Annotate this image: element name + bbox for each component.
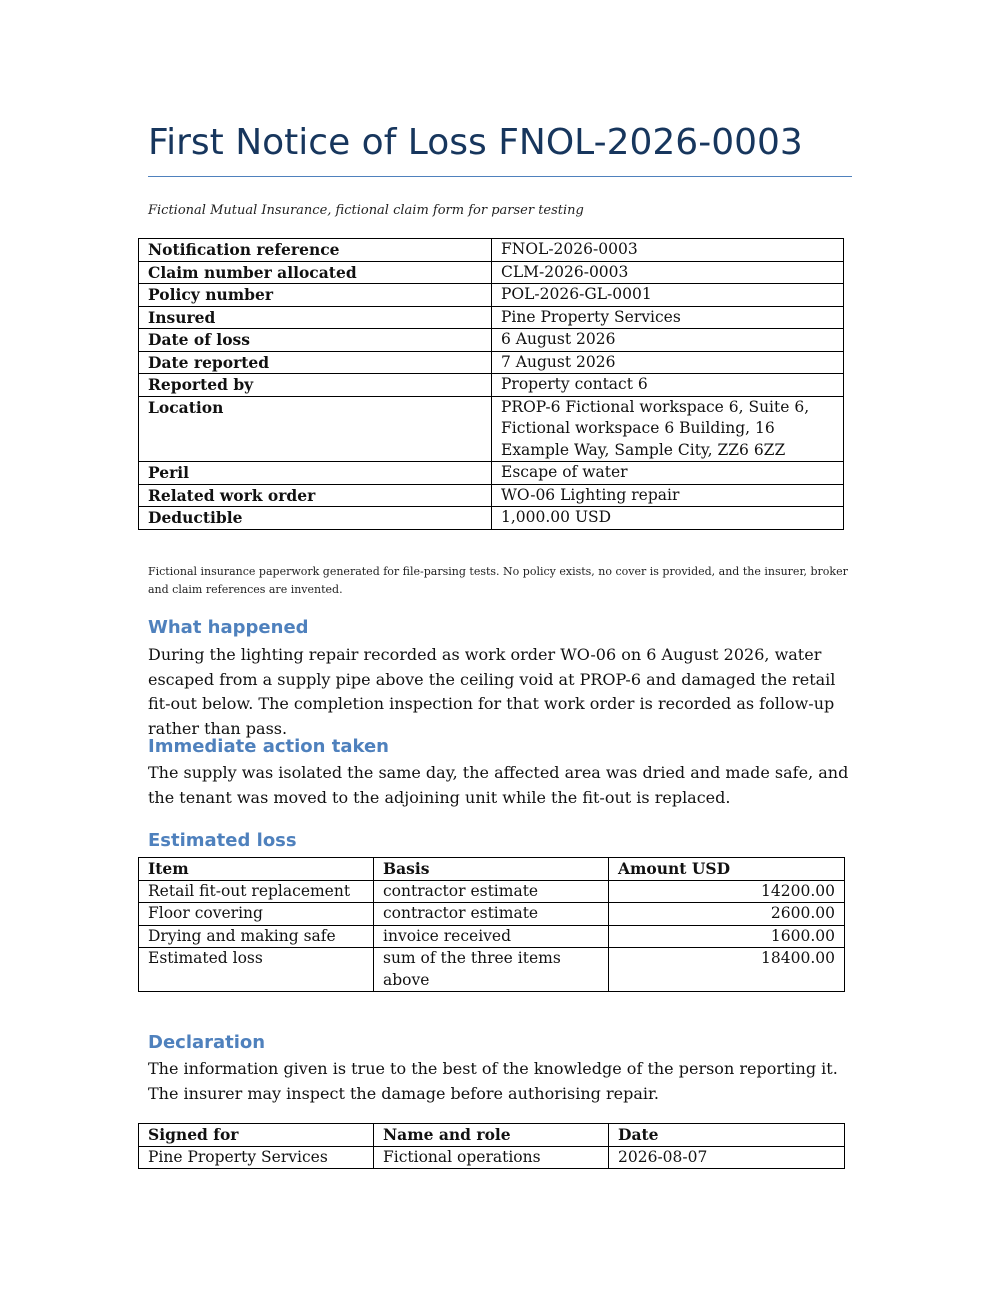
table-row [139,925,845,948]
loss-basis: invoice received [374,925,609,948]
table-row [139,351,844,374]
section-heading-declaration: Declaration [148,1032,266,1053]
detail-value: 1,000.00 USD [492,507,844,530]
declaration-text: The information given is true to the best of the knowledge of the person reporting it. The insurer may inspect the damage before authorising repair. [148,1059,838,1103]
document-title: First Notice of Loss FNOL-2026-0003 [148,122,803,163]
document-subtitle: Fictional Mutual Insurance, fictional claim form for parser testing [148,203,584,218]
detail-value: FNOL-2026-0003 [492,239,844,262]
signed-for-value: Pine Property Services [139,1146,374,1169]
detail-value: CLM-2026-0003 [492,261,844,284]
table-row [139,284,844,307]
detail-label: Reported by [139,374,492,397]
title-underline [148,176,852,177]
loss-amount: 1600.00 [609,925,845,948]
section-heading-what-happened: What happened [148,617,309,638]
estimated-loss-table [138,857,845,992]
table-header-row [139,858,845,881]
table-row [139,507,844,530]
column-header-item: Item [139,858,374,881]
immediate-action-text: The supply was isolated the same day, the affected area was dried and made safe, and the tenant was moved to the adjoining unit while the fit-out is replaced. [148,763,849,807]
loss-item: Floor covering [139,903,374,926]
detail-value: PROP-6 Fictional workspace 6, Suite 6, Fictional workspace 6 Building, 16 Example Way, Sample City, ZZ6 6ZZ [492,396,844,462]
detail-value: Pine Property Services [492,306,844,329]
detail-value: Escape of water [492,462,844,485]
column-header-amount: Amount USD [609,858,845,881]
detail-label: Insured [139,306,492,329]
claim-details-table [138,238,844,530]
table-row [139,1146,845,1169]
table-row [139,306,844,329]
loss-amount: 2600.00 [609,903,845,926]
date-value: 2026-08-07 [609,1146,845,1169]
loss-item: Retail fit-out replacement [139,880,374,903]
column-header-date: Date [609,1124,845,1147]
loss-item: Drying and making safe [139,925,374,948]
column-header-signed-for: Signed for [139,1124,374,1147]
loss-item: Estimated loss [139,948,374,992]
detail-label: Related work order [139,484,492,507]
loss-amount: 14200.00 [609,880,845,903]
table-row [139,880,845,903]
table-row [139,903,845,926]
detail-value: 6 August 2026 [492,329,844,352]
table-row [139,484,844,507]
column-header-basis: Basis [374,858,609,881]
name-role-value: Fictional operations [374,1146,609,1169]
detail-label: Location [139,396,492,462]
detail-label: Claim number allocated [139,261,492,284]
table-row [139,329,844,352]
detail-value: WO-06 Lighting repair [492,484,844,507]
loss-basis: contractor estimate [374,880,609,903]
detail-label: Peril [139,462,492,485]
table-header-row [139,1124,845,1147]
section-heading-estimated-loss: Estimated loss [148,830,297,851]
disclaimer-note: Fictional insurance paperwork generated for file-parsing tests. No policy exists, no cover is provided, and the insurer, broker and claim references are invented. [148,565,848,596]
loss-basis: sum of the three items above [374,948,609,992]
table-row [139,948,845,992]
loss-basis: contractor estimate [374,903,609,926]
signature-table [138,1123,845,1169]
detail-label: Date reported [139,351,492,374]
detail-value: 7 August 2026 [492,351,844,374]
what-happened-text: During the lighting repair recorded as work order WO-06 on 6 August 2026, water escaped from a supply pipe above the ceiling void at PROP-6 and damaged the retail fit-out below. The completion inspection for that work order is recorded as follow-up rather than pass. [148,645,836,738]
section-heading-immediate-action: Immediate action taken [148,736,389,757]
table-row [139,396,844,462]
table-row [139,374,844,397]
detail-value: Property contact 6 [492,374,844,397]
table-row [139,239,844,262]
detail-label: Deductible [139,507,492,530]
table-row [139,261,844,284]
table-row [139,462,844,485]
detail-label: Notification reference [139,239,492,262]
column-header-name-role: Name and role [374,1124,609,1147]
detail-label: Policy number [139,284,492,307]
detail-label: Date of loss [139,329,492,352]
detail-value: POL-2026-GL-0001 [492,284,844,307]
loss-amount: 18400.00 [609,948,845,992]
